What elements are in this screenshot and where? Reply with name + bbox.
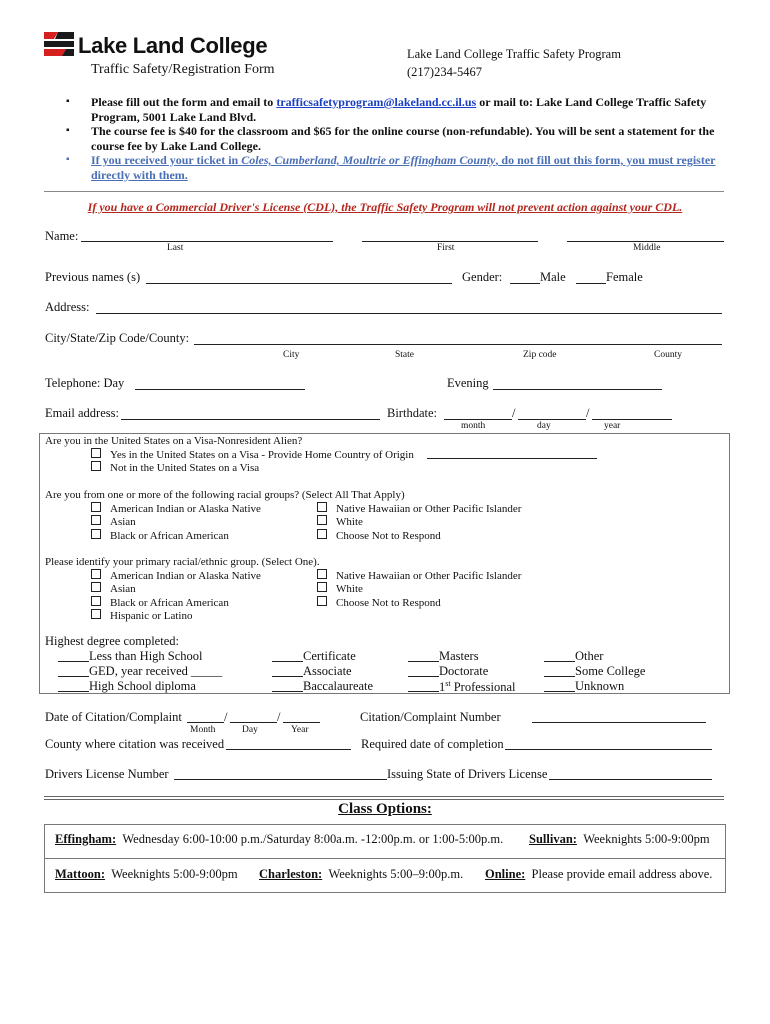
effingham-time: Wednesday 6:00-10:00 p.m./Saturday 8:00a.m. -12:00p.m. or 1:00-5:00p.m. (122, 832, 504, 846)
racial-question: Are you from one or more of the following racial groups? (Select All That Apply) (45, 489, 405, 501)
sullivan-option (529, 832, 710, 847)
option-label: Not in the United States on a Visa (110, 462, 260, 474)
racial-option[interactable] (317, 502, 521, 515)
primary-option[interactable] (317, 569, 521, 582)
birthdate-label: Birthdate: (387, 406, 437, 420)
section-divider (44, 796, 724, 800)
previous-names-label: Previous names (s) (45, 270, 141, 284)
class-options-row-1 (44, 824, 726, 859)
degree-option: Baccalaureate (303, 679, 374, 693)
option-label: White (336, 516, 363, 528)
degree-option (439, 679, 516, 695)
option-label: Yes in the United States on a Visa - Provide Home Country of Origin (110, 449, 414, 461)
primary-option[interactable] (317, 596, 441, 609)
year-caption: Year (291, 725, 309, 735)
citation-month-field[interactable] (187, 722, 224, 723)
citation-county-label: County where citation was received (45, 737, 225, 751)
checkbox[interactable] (317, 569, 327, 579)
option-label: Black or African American (110, 597, 229, 609)
college-name: Lake Land College (78, 33, 268, 58)
date-slash: / (586, 406, 590, 420)
checkbox[interactable] (317, 596, 327, 606)
birth-year-field[interactable] (592, 419, 672, 420)
option-label: Native Hawaiian or Other Pacific Islander (336, 503, 522, 515)
sullivan-time: Weeknights 5:00-9:00pm (583, 832, 710, 846)
completion-date-label: Required date of completion (361, 737, 504, 751)
visa-question: Are you in the United States on a Visa-Nonresident Alien? (45, 435, 303, 447)
degree-option: Certificate (303, 649, 356, 663)
degree-option: Some College (575, 664, 646, 678)
primary-option[interactable] (91, 596, 229, 609)
checkbox[interactable] (91, 596, 101, 606)
year-caption: year (604, 421, 621, 431)
male-field[interactable] (510, 283, 540, 284)
first-name-field[interactable] (362, 241, 538, 242)
county-caption: County (654, 350, 682, 360)
date-slash: / (224, 710, 228, 724)
female-label: Female (606, 270, 643, 284)
instruction-counties (66, 153, 716, 182)
checkbox[interactable] (91, 582, 101, 592)
primary-question: Please identify your primary racial/ethnic group. (Select One). (45, 556, 320, 568)
checkbox[interactable] (91, 609, 101, 619)
racial-option[interactable] (91, 529, 229, 542)
mattoon-option (55, 867, 238, 882)
birth-month-field[interactable] (444, 419, 512, 420)
instruction-text: If you received your ticket in (91, 153, 242, 167)
option-label: Asian (110, 583, 136, 595)
city-caption: City (283, 350, 300, 360)
charleston-time: Weeknights 5:00–9:00p.m. (328, 867, 464, 881)
checkbox[interactable] (317, 529, 327, 539)
racial-option[interactable] (91, 515, 136, 528)
option-label: American Indian or Alaska Native (110, 503, 261, 515)
checkbox[interactable] (91, 461, 101, 471)
degree-blank[interactable] (408, 691, 439, 692)
checkbox[interactable] (317, 502, 327, 512)
dl-state-label: Issuing State of Drivers License (387, 767, 548, 781)
mattoon-label: Mattoon: (55, 867, 105, 881)
checkbox[interactable] (317, 582, 327, 592)
online-label: Online: (485, 867, 526, 881)
month-caption: Month (190, 725, 216, 735)
degree-option: High School diploma (89, 679, 196, 693)
completion-date-field[interactable] (505, 749, 712, 750)
citation-county-field[interactable] (226, 749, 351, 750)
name-label: Name: (45, 229, 79, 243)
date-slash: / (277, 710, 281, 724)
degree-blank[interactable] (544, 661, 575, 662)
effingham-label: Effingham: (55, 832, 117, 846)
degree-blank[interactable] (58, 691, 89, 692)
home-country-field[interactable] (427, 458, 597, 459)
instruction-fee: ▪ The course fee is $40 for the classroom and $65 for the online course (non-refundable). You will be sent a statement for the course fee by Lake Land College. (66, 124, 716, 153)
degree-blank[interactable] (272, 676, 303, 677)
visa-option-yes[interactable] (91, 448, 414, 461)
degree-option: Unknown (575, 679, 625, 693)
form-title: Traffic Safety/Registration Form (91, 62, 275, 77)
degree-superscript: st (445, 679, 451, 688)
gender-label: Gender: (462, 270, 503, 284)
middle-name-field[interactable] (567, 241, 724, 242)
racial-option[interactable] (317, 529, 441, 542)
city-state-field[interactable] (194, 344, 722, 345)
state-caption: State (395, 350, 414, 360)
checkbox[interactable] (91, 529, 101, 539)
college-logo-icon (44, 32, 74, 56)
citation-number-field[interactable] (532, 722, 706, 723)
male-label: Male (540, 270, 566, 284)
divider (44, 191, 724, 192)
degree-text: 1 (439, 680, 446, 695)
date-slash: / (512, 406, 516, 420)
option-label: American Indian or Alaska Native (110, 570, 261, 582)
degree-blank[interactable] (58, 676, 89, 677)
degree-blank[interactable] (544, 676, 575, 677)
birth-day-field[interactable] (518, 419, 586, 420)
telephone-evening-field[interactable] (493, 389, 662, 390)
charleston-label: Charleston: (259, 867, 323, 881)
citation-day-field[interactable] (230, 722, 277, 723)
degree-blank[interactable] (408, 661, 439, 662)
city-state-label: City/State/Zip Code/County: (45, 331, 190, 345)
program-name: Lake Land College Traffic Safety Program (407, 47, 621, 61)
address-field[interactable] (96, 313, 722, 314)
address-label: Address: (45, 300, 90, 314)
charleston-option (259, 867, 463, 882)
citation-number-label: Citation/Complaint Number (360, 710, 501, 724)
primary-option[interactable] (317, 582, 363, 595)
dl-state-field[interactable] (549, 779, 712, 780)
checkbox[interactable] (317, 515, 327, 525)
checkbox[interactable] (91, 502, 101, 512)
zip-caption: Zip code (523, 350, 557, 360)
email-link[interactable]: trafficsafetyprogram@lakeland.cc.il.us (276, 95, 477, 109)
online-time: Please provide email address above. (531, 867, 713, 881)
visa-option-no[interactable] (91, 461, 259, 474)
last-caption: Last (167, 243, 184, 253)
telephone-label: Telephone: Day (45, 376, 125, 390)
evening-label: Evening (447, 376, 489, 390)
primary-option[interactable] (91, 582, 136, 595)
option-label: White (336, 583, 363, 595)
degree-blank[interactable] (544, 691, 575, 692)
cdl-notice: If you have a Commercial Driver's License (CDL), the Traffic Safety Program will not prevent action against your CDL. (87, 200, 683, 214)
degree-option: Doctorate (439, 664, 489, 678)
degree-option: Masters (439, 649, 479, 663)
primary-option[interactable] (91, 609, 192, 622)
degree-option: Less than High School (89, 649, 203, 663)
racial-option[interactable] (91, 502, 261, 515)
racial-option[interactable] (317, 515, 363, 528)
dl-number-field[interactable] (174, 779, 387, 780)
telephone-day-field[interactable] (135, 389, 305, 390)
dl-number-label: Drivers License Number (45, 767, 169, 781)
degree-blank[interactable] (272, 661, 303, 662)
option-label: Black or African American (110, 530, 229, 542)
instruction-counties-names: Coles, Cumberland, Moultrie or Effingham County (241, 153, 496, 167)
instruction-text: , do not fill out this form, you must register directly with them. (91, 153, 716, 182)
instruction-text: or mail to: Lake Land College Traffic Safety Program, 5001 Lake Land Blvd. (91, 95, 707, 124)
degree-label: Highest degree completed: (45, 634, 179, 648)
program-phone: (217)234-5467 (407, 65, 482, 79)
degree-option: Associate (303, 664, 352, 678)
first-caption: First (437, 243, 455, 253)
female-field[interactable] (576, 283, 606, 284)
degree-option: GED, year received _____ (89, 664, 223, 678)
day-caption: Day (242, 725, 258, 735)
instructions-list (66, 95, 716, 182)
option-label: Choose Not to Respond (336, 597, 441, 609)
citation-date-label: Date of Citation/Complaint (45, 710, 182, 724)
instruction-text: Please fill out the form and email to (91, 95, 277, 109)
effingham-option (55, 832, 503, 847)
primary-option[interactable] (91, 569, 261, 582)
degree-option: Other (575, 649, 604, 663)
sullivan-label: Sullivan: (529, 832, 577, 846)
degree-text: Professional (450, 680, 516, 695)
degree-blank[interactable] (408, 676, 439, 677)
online-option (485, 867, 712, 882)
degree-blank[interactable] (58, 661, 89, 662)
day-caption: day (537, 421, 551, 431)
option-label: Choose Not to Respond (336, 530, 441, 542)
checkbox[interactable] (91, 448, 101, 458)
last-name-field[interactable] (81, 241, 333, 242)
degree-blank[interactable] (272, 691, 303, 692)
checkbox[interactable] (91, 569, 101, 579)
option-label: Asian (110, 516, 136, 528)
middle-caption: Middle (633, 243, 661, 253)
checkbox[interactable] (91, 515, 101, 525)
option-label: Native Hawaiian or Other Pacific Islander (336, 570, 522, 582)
class-options-row-2 (44, 858, 726, 893)
mattoon-time: Weeknights 5:00-9:00pm (111, 867, 238, 881)
option-label: Hispanic or Latino (110, 610, 193, 622)
class-options-title: Class Options: (338, 801, 432, 817)
citation-year-field[interactable] (283, 722, 320, 723)
email-label: Email address: (45, 406, 119, 420)
email-field[interactable] (121, 419, 380, 420)
month-caption: month (461, 421, 486, 431)
previous-names-field[interactable] (146, 283, 452, 284)
instruction-email (66, 95, 716, 124)
